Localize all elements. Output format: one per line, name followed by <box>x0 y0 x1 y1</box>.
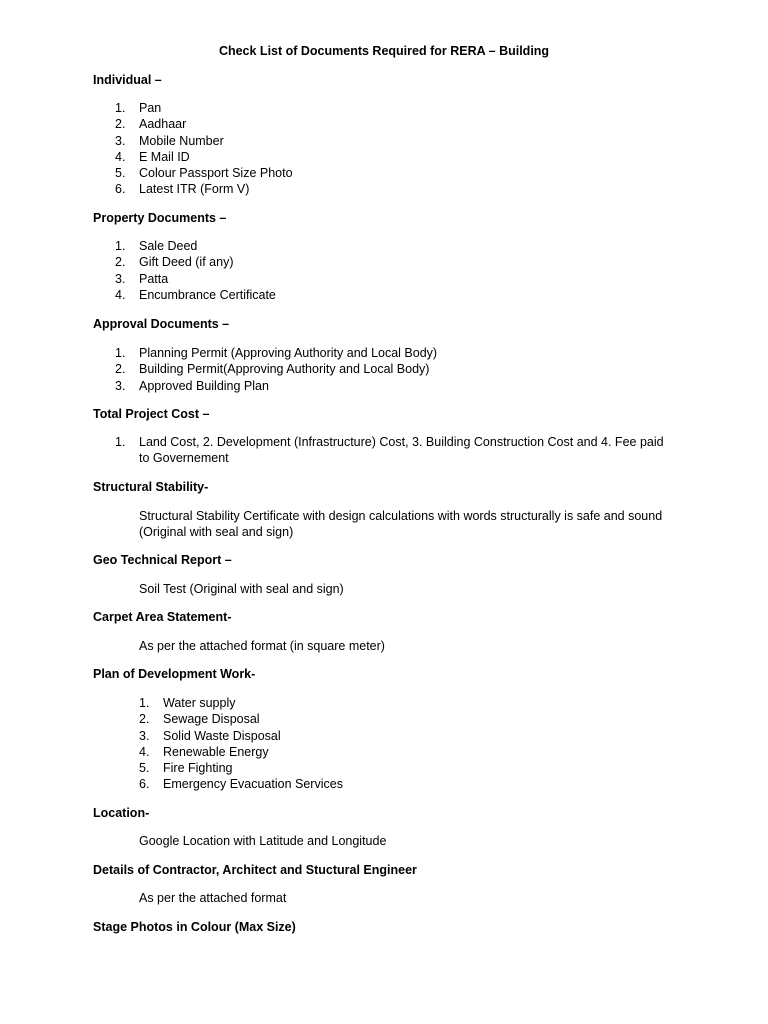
location-text: Google Location with Latitude and Longitude <box>139 834 387 848</box>
list-item: 6. Latest ITR (Form V) <box>115 182 250 197</box>
list-item: 1. Water supply <box>139 696 236 710</box>
list-item: 6. Emergency Evacuation Services <box>139 777 343 792</box>
list-development-work <box>0 695 768 793</box>
heading-total-project-cost: Total Project Cost – <box>93 407 210 421</box>
list-item: 4. Encumbrance Certificate <box>115 287 276 302</box>
list-item: 4. Renewable Energy <box>139 744 269 759</box>
list-property-documents <box>0 238 768 303</box>
list-item: 5. Fire Fighting <box>139 761 233 776</box>
document-title: Check List of Documents Required for RERA – Building <box>218 44 550 58</box>
list-approval-documents <box>0 345 768 394</box>
list-item: 1. Sale Deed <box>115 239 198 253</box>
list-item: 3. Approved Building Plan <box>115 378 269 393</box>
list-total-project-cost <box>0 434 768 467</box>
heading-structural-stability: Structural Stability- <box>93 480 209 494</box>
list-item: 5. Colour Passport Size Photo <box>115 166 293 181</box>
list-item: 3. Solid Waste Disposal <box>139 728 281 743</box>
list-item: 1. Pan <box>115 101 162 115</box>
list-item: 2. Sewage Disposal <box>139 712 260 727</box>
list-individual <box>0 100 768 198</box>
heading-property-documents: Property Documents – <box>93 211 227 225</box>
list-item: 2. Building Permit(Approving Authority and Local Body) <box>115 362 430 377</box>
carpet-area-text: As per the attached format (in square meter) <box>139 639 385 653</box>
list-item: 2. Gift Deed (if any) <box>115 255 234 270</box>
heading-individual: Individual – <box>93 73 162 87</box>
list-item: 1. Land Cost, 2. Development (Infrastructure) Cost, 3. Building Construction Cost and 4. Fee paid to Governement <box>115 435 664 466</box>
structural-stability-text: Structural Stability Certificate with design calculations with words structurally is safe and sound (Original with seal and sign) <box>139 509 663 540</box>
list-item: 1. Planning Permit (Approving Authority and Local Body) <box>115 346 438 360</box>
geo-technical-text: Soil Test (Original with seal and sign) <box>139 582 344 596</box>
heading-approval-documents: Approval Documents – <box>93 317 230 331</box>
heading-contractor-details: Details of Contractor, Architect and Stuctural Engineer <box>93 863 417 877</box>
list-item: 4. E Mail ID <box>115 149 190 164</box>
list-item: 2. Aadhaar <box>115 117 187 132</box>
heading-stage-photos: Stage Photos in Colour (Max Size) <box>93 920 296 934</box>
contractor-details-text: As per the attached format <box>139 891 287 905</box>
list-item: 3. Patta <box>115 271 169 286</box>
heading-location: Location- <box>93 806 150 820</box>
heading-carpet-area-statement: Carpet Area Statement- <box>93 610 232 624</box>
list-item: 3. Mobile Number <box>115 133 224 148</box>
heading-plan-of-development-work: Plan of Development Work- <box>93 667 256 681</box>
heading-geo-technical-report: Geo Technical Report – <box>93 553 232 567</box>
